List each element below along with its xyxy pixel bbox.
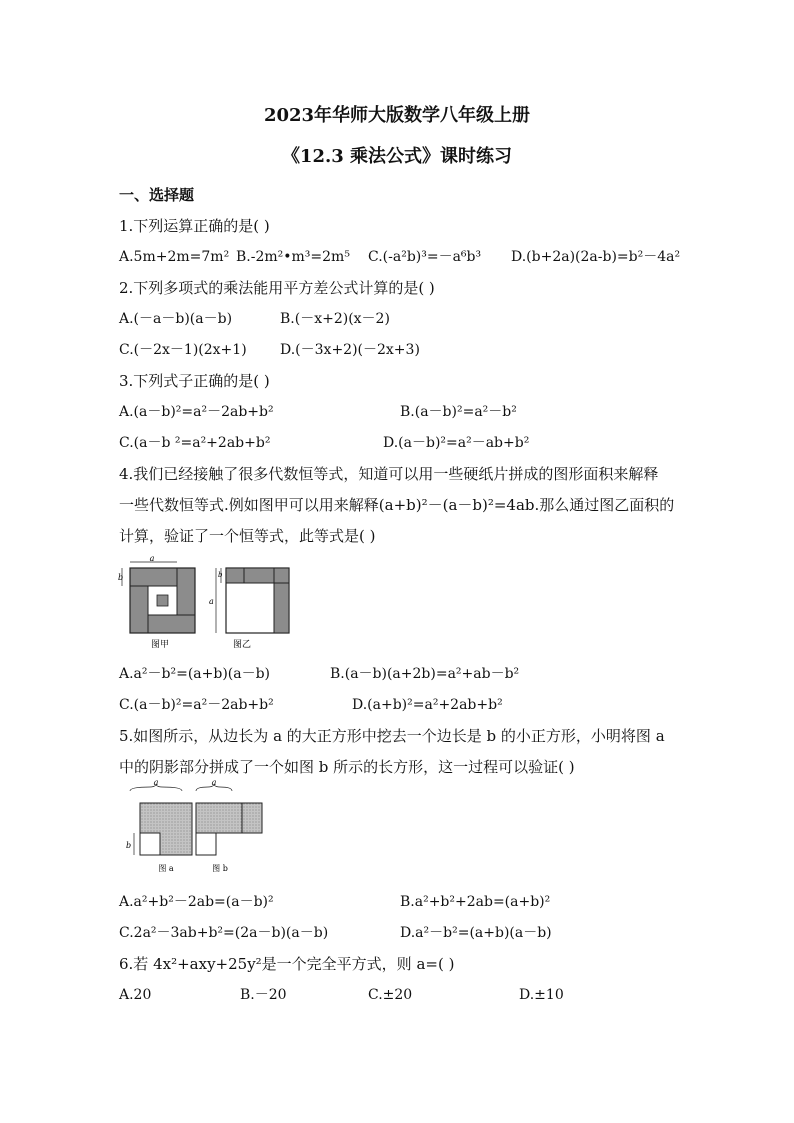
q3-stem: 3.下列式子正确的是( ) (119, 372, 270, 390)
q5-option-c: C.2a²－3ab+b²=(2a－b)(a－b) (119, 925, 329, 941)
q2-option-d: D.(－3x+2)(－2x+3) (280, 342, 420, 358)
figure-jia (118, 556, 198, 651)
document-title: 2023年华师大版数学八年级上册 (263, 105, 531, 126)
q1-option-d: D.(b+2a)(2a-b)=b²－4a² (511, 249, 681, 265)
q2-option-a: A.(－a－b)(a－b) (119, 311, 233, 327)
q5-option-b: B.a²+b²+2ab=(a+b)² (400, 894, 551, 910)
q5-option-a: A.a²+b²－2ab=(a－b)² (119, 894, 274, 910)
document-subtitle: 《12.3 乘法公式》课时练习 (281, 146, 513, 167)
fig-jia-caption: 图甲 (150, 640, 170, 650)
q6-option-c: C.±20 (368, 987, 413, 1003)
figure-q5 (120, 778, 270, 877)
q1-option-a: A.5m+2m=7m² (119, 249, 230, 265)
q1-option-b: B.-2m²•m³=2m⁵ (236, 249, 350, 265)
fig-yi-label-b: b (218, 571, 223, 579)
q3-option-b: B.(a－b)²=a²－b² (400, 404, 517, 420)
q4-line-3: 计算，验证了一个恒等式，此等式是( ) (119, 527, 376, 545)
q5-line-1: 5.如图所示，从边长为 a 的大正方形中挖去一个边长是 b 的小正方形，小明将图 a (119, 727, 665, 745)
q6-option-b: B.－20 (240, 987, 287, 1003)
q4-option-a: A.a²－b²=(a+b)(a－b) (119, 666, 271, 682)
fig-jia-label-b: b (118, 573, 124, 582)
q2-option-c: C.(－2x－1)(2x+1) (119, 342, 247, 358)
q2-option-b: B.(－x+2)(x－2) (280, 311, 390, 327)
section-heading: 一、选择题 (119, 186, 195, 204)
q3-option-d: D.(a－b)²=a²－ab+b² (383, 435, 530, 451)
q2-stem: 2.下列多项式的乘法能用平方差公式计算的是( ) (119, 279, 435, 297)
q4-line-2: 一些代数恒等式.例如图甲可以用来解释(a+b)²－(a－b)²=4ab.那么通过图乙面积的 (119, 496, 675, 514)
fig-yi-caption: 图乙 (232, 640, 252, 650)
fig-q5a-label-a: a (153, 778, 159, 787)
q4-line-1: 4.我们已经接触了很多代数恒等式，知道可以用一些硬纸片拼成的图形面积来解释 (119, 465, 659, 483)
q6-option-a: A.20 (119, 987, 152, 1003)
figure-yi (204, 556, 294, 651)
q1-option-c: C.(-a²b)³=－a⁶b³ (368, 249, 482, 265)
q6-option-d: D.±10 (519, 987, 564, 1003)
fig-q5a-label-b: b (126, 841, 132, 850)
fig-q5a-caption: 图 a (158, 864, 174, 873)
q4-option-c: C.(a－b)²=a²－2ab+b² (119, 697, 274, 713)
q3-option-c: C.(a－b ²=a²+2ab+b² (119, 435, 271, 451)
fig-yi-label-a: a (209, 597, 214, 606)
fig-jia-label-a: a (149, 554, 155, 563)
fig-q5b-caption: 图 b (212, 864, 228, 873)
q4-option-b: B.(a－b)(a+2b)=a²+ab－b² (330, 666, 520, 682)
fig-q5b-label-a: a (211, 778, 217, 787)
q5-option-d: D.a²－b²=(a+b)(a－b) (400, 925, 552, 941)
q4-option-d: D.(a+b)²=a²+2ab+b² (352, 697, 503, 713)
q1-stem: 1.下列运算正确的是( ) (119, 217, 270, 235)
q3-option-a: A.(a－b)²=a²－2ab+b² (119, 404, 274, 420)
q5-line-2: 中的阴影部分拼成了一个如图 b 所示的长方形，这一过程可以验证( ) (119, 758, 575, 776)
q6-stem: 6.若 4x²+axy+25y²是一个完全平方式，则 a=( ) (119, 955, 455, 973)
